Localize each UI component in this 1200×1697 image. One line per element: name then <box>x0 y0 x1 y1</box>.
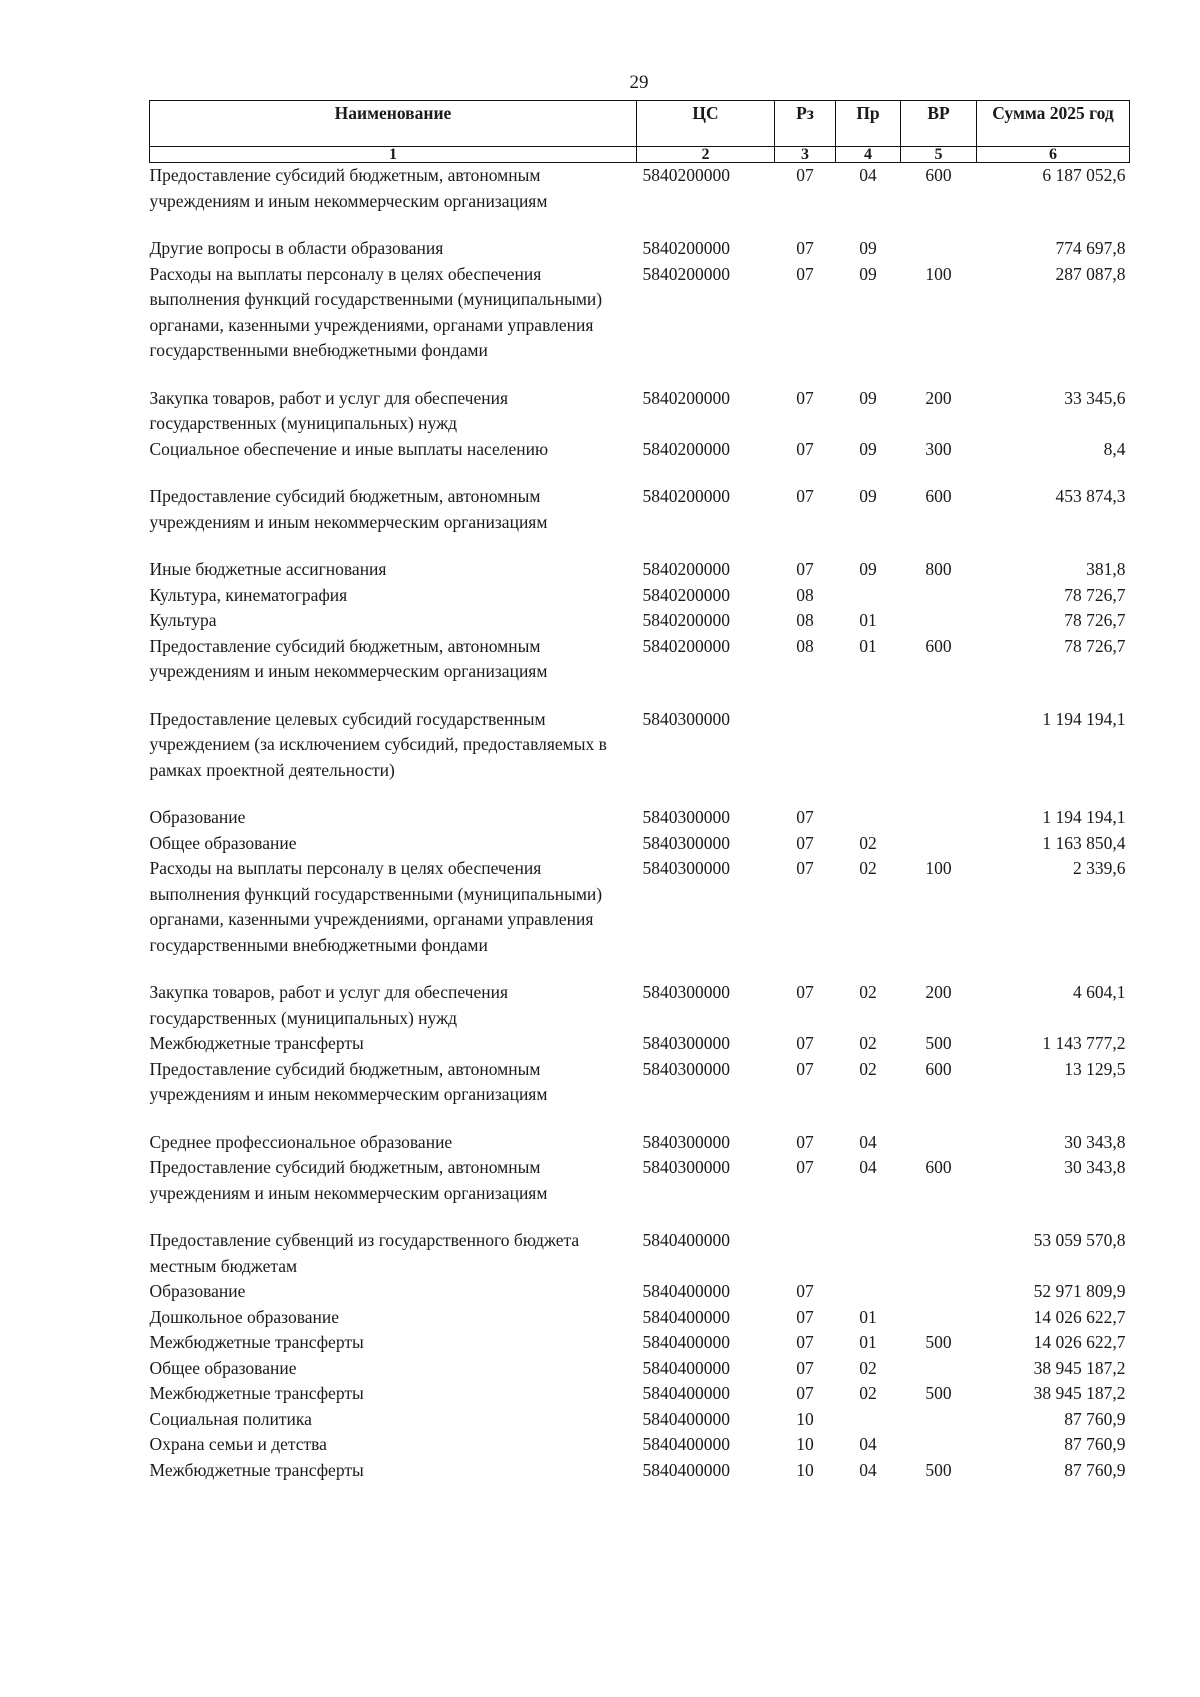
row-pr-cell: 01 <box>859 1332 877 1352</box>
table-row <box>150 484 1130 535</box>
row-vr-cell: 100 <box>925 858 952 878</box>
row-pr-cell: 02 <box>859 1357 877 1378</box>
table-header <box>150 101 1130 163</box>
table-row <box>150 557 1130 583</box>
table-row <box>150 1305 1130 1331</box>
header-col-number: 4 <box>836 147 901 163</box>
row-cs-cell: 5840200000 <box>642 263 730 284</box>
row-rz-cell: 07 <box>796 1357 814 1378</box>
row-name-cell: Предоставление субсидий бюджетным, автономным учреждениям и иным некоммерческим организациям <box>149 1058 548 1104</box>
table-row <box>150 1228 1130 1279</box>
table-row <box>150 1330 1130 1356</box>
row-vr-cell <box>901 608 977 634</box>
table-row <box>150 583 1130 609</box>
row-name-cell: Предоставление субсидий бюджетным, автономным учреждениям и иным некоммерческим организациям <box>149 165 548 211</box>
row-name-cell: Среднее профессиональное образование <box>149 1131 453 1152</box>
row-sum-cell: 4 604,1 <box>1073 982 1126 1002</box>
row-name-cell: Межбюджетные трансферты <box>149 1459 364 1480</box>
table-row <box>150 1458 1130 1484</box>
row-cs-cell: 5840300000 <box>642 1033 730 1053</box>
row-cs-cell: 5840200000 <box>642 584 730 605</box>
row-name-cell: Межбюджетные трансферты <box>149 1033 364 1053</box>
table-body <box>150 163 1130 1484</box>
row-cs-cell: 5840400000 <box>642 1434 730 1454</box>
row-pr-cell: 09 <box>859 486 877 506</box>
row-vr-cell <box>901 236 977 262</box>
table-row <box>150 386 1130 437</box>
row-vr-cell: 600 <box>925 486 952 506</box>
row-rz-cell: 07 <box>796 438 814 459</box>
row-cs-cell: 5840200000 <box>642 559 730 579</box>
row-name-cell: Предоставление субвенций из государственного бюджета местным бюджетам <box>149 1230 580 1276</box>
row-sum-cell: 1 163 850,4 <box>1042 832 1126 853</box>
row-vr-cell <box>901 1279 977 1305</box>
row-name-cell: Предоставление субсидий бюджетным, автономным учреждениям и иным некоммерческим организациям <box>149 1157 548 1203</box>
row-vr-cell <box>901 583 977 609</box>
row-pr-cell <box>836 1279 901 1305</box>
row-rz-cell: 07 <box>796 559 814 579</box>
row-pr-cell <box>836 707 901 784</box>
row-spacer <box>150 535 1130 557</box>
row-cs-cell: 5840400000 <box>642 1408 730 1429</box>
row-rz-cell: 10 <box>796 1434 814 1454</box>
row-name-cell: Расходы на выплаты персоналу в целях обеспечения выполнения функций государственными (муниципальными) органами, казенными учреждениями, органами управления государственными внебюджетными фондами <box>149 263 603 360</box>
row-name-cell: Расходы на выплаты персоналу в целях обеспечения выполнения функций государственными (муниципальными) органами, казенными учреждениями, органами управления государственными внебюджетными фондами <box>149 858 603 955</box>
row-sum-cell: 6 187 052,6 <box>1042 165 1126 185</box>
table-row <box>150 1155 1130 1206</box>
row-spacer <box>150 214 1130 236</box>
row-vr-cell: 500 <box>925 1459 952 1480</box>
row-vr-cell <box>901 831 977 857</box>
row-spacer <box>150 783 1130 805</box>
row-rz-cell: 07 <box>796 1131 814 1152</box>
row-sum-cell: 30 343,8 <box>1064 1131 1126 1152</box>
row-rz-cell: 07 <box>796 1281 814 1301</box>
row-rz-cell: 07 <box>796 238 814 258</box>
row-spacer <box>150 364 1130 386</box>
row-name-cell: Иные бюджетные ассигнования <box>149 559 387 579</box>
row-rz-cell: 07 <box>796 263 814 284</box>
row-cs-cell: 5840400000 <box>642 1383 730 1403</box>
row-sum-cell: 1 143 777,2 <box>1042 1033 1126 1053</box>
row-cs-cell: 5840300000 <box>642 1157 730 1177</box>
row-name-cell: Предоставление субсидий бюджетным, автономным учреждениям и иным некоммерческим организациям <box>149 635 548 681</box>
row-vr-cell: 500 <box>925 1033 952 1053</box>
table-row <box>150 236 1130 262</box>
row-name-cell: Социальная политика <box>149 1408 312 1429</box>
row-sum-cell: 453 874,3 <box>1055 486 1126 506</box>
page-number: 29 <box>629 72 649 93</box>
row-rz-cell: 08 <box>796 635 814 656</box>
row-spacer <box>150 958 1130 980</box>
row-cs-cell: 5840400000 <box>642 1332 730 1352</box>
row-pr-cell: 09 <box>859 238 877 258</box>
row-sum-cell: 38 945 187,2 <box>1033 1357 1126 1378</box>
table-row <box>150 856 1130 958</box>
row-cs-cell: 5840300000 <box>642 982 730 1002</box>
header-cs: ЦС <box>637 101 775 147</box>
row-sum-cell: 33 345,6 <box>1064 387 1126 408</box>
row-vr-cell: 600 <box>925 165 952 185</box>
row-cs-cell: 5840400000 <box>642 1306 730 1327</box>
row-name-cell: Дошкольное образование <box>149 1306 340 1327</box>
row-vr-cell <box>901 1130 977 1156</box>
row-cs-cell: 5840300000 <box>642 1131 730 1152</box>
row-rz-cell <box>775 707 836 784</box>
row-rz-cell: 08 <box>796 584 814 605</box>
row-name-cell: Культура, кинематография <box>149 584 348 605</box>
row-rz-cell: 07 <box>796 1033 814 1053</box>
header-name: Наименование <box>150 101 637 147</box>
row-sum-cell: 13 129,5 <box>1064 1058 1126 1079</box>
row-pr-cell: 02 <box>859 858 877 878</box>
row-vr-cell: 300 <box>925 438 952 459</box>
header-col-number: 3 <box>775 147 836 163</box>
row-vr-cell <box>901 1432 977 1458</box>
row-rz-cell: 08 <box>796 610 814 630</box>
row-spacer <box>150 1206 1130 1228</box>
row-name-cell: Закупка товаров, работ и услуг для обеспечения государственных (муниципальных) нужд <box>149 387 509 433</box>
table-row <box>150 1031 1130 1057</box>
table-row <box>150 1356 1130 1382</box>
row-cs-cell: 5840300000 <box>642 832 730 853</box>
row-pr-cell: 04 <box>859 1459 877 1480</box>
row-vr-cell: 600 <box>925 1157 952 1177</box>
row-vr-cell <box>901 1228 977 1279</box>
row-rz-cell: 07 <box>796 486 814 506</box>
row-vr-cell: 600 <box>925 1058 952 1079</box>
row-vr-cell: 200 <box>925 982 952 1002</box>
row-cs-cell: 5840200000 <box>642 635 730 656</box>
table-row <box>150 437 1130 463</box>
row-vr-cell: 500 <box>925 1332 952 1352</box>
header-col-number: 2 <box>637 147 775 163</box>
row-pr-cell: 04 <box>859 1131 877 1152</box>
row-sum-cell: 2 339,6 <box>1073 858 1126 878</box>
header-rz: Рз <box>775 101 836 147</box>
row-pr-cell: 02 <box>859 982 877 1002</box>
table-row <box>150 1432 1130 1458</box>
table-row <box>150 1279 1130 1305</box>
header-sum: Сумма 2025 год <box>977 101 1130 147</box>
row-sum-cell: 381,8 <box>1086 559 1126 579</box>
table-row <box>150 163 1130 215</box>
row-sum-cell: 30 343,8 <box>1064 1157 1126 1177</box>
row-pr-cell: 09 <box>859 387 877 408</box>
row-spacer <box>150 685 1130 707</box>
row-cs-cell: 5840400000 <box>642 1459 730 1480</box>
row-sum-cell: 87 760,9 <box>1064 1459 1126 1480</box>
table-row <box>150 1057 1130 1108</box>
row-pr-cell: 02 <box>859 1383 877 1403</box>
row-rz-cell <box>775 1228 836 1279</box>
row-pr-cell: 04 <box>859 1434 877 1454</box>
row-name-cell: Образование <box>149 807 246 827</box>
row-cs-cell: 5840200000 <box>642 486 730 506</box>
row-name-cell: Общее образование <box>149 1357 297 1378</box>
row-name-cell: Предоставление целевых субсидий государственным учреждением (за исключением субсидий, предоставляемых в рамках проектной деятельности) <box>149 708 607 780</box>
row-vr-cell: 800 <box>925 559 952 579</box>
header-col-number: 5 <box>901 147 977 163</box>
row-vr-cell: 500 <box>925 1383 952 1403</box>
row-sum-cell: 1 194 194,1 <box>1042 708 1126 729</box>
row-name-cell: Культура <box>149 610 217 630</box>
row-rz-cell: 10 <box>796 1408 814 1429</box>
row-pr-cell: 04 <box>859 165 877 185</box>
row-sum-cell: 774 697,8 <box>1055 238 1126 258</box>
table-row <box>150 1130 1130 1156</box>
row-cs-cell: 5840200000 <box>642 438 730 459</box>
row-sum-cell: 14 026 622,7 <box>1033 1306 1126 1327</box>
row-sum-cell: 87 760,9 <box>1064 1434 1126 1454</box>
row-pr-cell <box>836 805 901 831</box>
row-cs-cell: 5840200000 <box>642 610 730 630</box>
table-row <box>150 831 1130 857</box>
row-rz-cell: 07 <box>796 387 814 408</box>
row-cs-cell: 5840400000 <box>642 1230 730 1250</box>
row-cs-cell: 5840300000 <box>642 858 730 878</box>
row-vr-cell: 600 <box>925 635 952 656</box>
row-rz-cell: 07 <box>796 165 814 185</box>
row-pr-cell: 02 <box>859 832 877 853</box>
row-cs-cell: 5840200000 <box>642 387 730 408</box>
row-name-cell: Общее образование <box>149 832 297 853</box>
row-pr-cell: 04 <box>859 1157 877 1177</box>
row-cs-cell: 5840300000 <box>642 708 730 729</box>
row-spacer <box>150 1108 1130 1130</box>
row-pr-cell: 09 <box>859 559 877 579</box>
row-name-cell: Образование <box>149 1281 246 1301</box>
row-rz-cell: 07 <box>796 1157 814 1177</box>
row-vr-cell <box>901 1407 977 1433</box>
row-pr-cell: 09 <box>859 438 877 459</box>
table-row <box>150 608 1130 634</box>
row-pr-cell <box>836 1407 901 1433</box>
row-sum-cell: 78 726,7 <box>1064 610 1126 630</box>
row-sum-cell: 78 726,7 <box>1064 584 1126 605</box>
row-name-cell: Предоставление субсидий бюджетным, автономным учреждениям и иным некоммерческим организациям <box>149 486 548 532</box>
row-rz-cell: 10 <box>796 1459 814 1480</box>
row-vr-cell <box>901 1356 977 1382</box>
row-sum-cell: 52 971 809,9 <box>1033 1281 1126 1301</box>
row-name-cell: Охрана семьи и детства <box>149 1434 327 1454</box>
row-sum-cell: 1 194 194,1 <box>1042 807 1126 827</box>
row-rz-cell: 07 <box>796 832 814 853</box>
row-pr-cell <box>836 1228 901 1279</box>
table-row <box>150 634 1130 685</box>
row-cs-cell: 5840300000 <box>642 807 730 827</box>
row-sum-cell: 78 726,7 <box>1064 635 1126 656</box>
row-sum-cell: 8,4 <box>1103 438 1126 459</box>
table-row <box>150 1381 1130 1407</box>
row-rz-cell: 07 <box>796 982 814 1002</box>
row-rz-cell: 07 <box>796 1058 814 1079</box>
table-row <box>150 707 1130 784</box>
row-pr-cell: 02 <box>859 1033 877 1053</box>
row-rz-cell: 07 <box>796 858 814 878</box>
row-cs-cell: 5840300000 <box>642 1058 730 1079</box>
header-vr: ВР <box>901 101 977 147</box>
row-vr-cell <box>901 1305 977 1331</box>
row-rz-cell: 07 <box>796 807 814 827</box>
row-pr-cell: 01 <box>859 635 877 656</box>
row-name-cell: Другие вопросы в области образования <box>149 238 444 258</box>
table-row <box>150 1407 1130 1433</box>
row-pr-cell: 09 <box>859 263 877 284</box>
table-row <box>150 980 1130 1031</box>
row-name-cell: Социальное обеспечение и иные выплаты населению <box>149 438 549 459</box>
table-row <box>150 805 1130 831</box>
budget-table <box>149 100 1130 1483</box>
row-pr-cell: 01 <box>859 610 877 630</box>
row-sum-cell: 287 087,8 <box>1055 263 1126 284</box>
row-sum-cell: 38 945 187,2 <box>1033 1383 1126 1403</box>
row-sum-cell: 87 760,9 <box>1064 1408 1126 1429</box>
row-sum-cell: 14 026 622,7 <box>1033 1332 1126 1352</box>
row-vr-cell: 200 <box>925 387 952 408</box>
row-vr-cell <box>901 707 977 784</box>
row-rz-cell: 07 <box>796 1332 814 1352</box>
row-cs-cell: 5840400000 <box>642 1357 730 1378</box>
row-vr-cell: 100 <box>925 263 952 284</box>
row-cs-cell: 5840400000 <box>642 1281 730 1301</box>
row-name-cell: Межбюджетные трансферты <box>149 1383 364 1403</box>
row-rz-cell: 07 <box>796 1306 814 1327</box>
row-sum-cell: 53 059 570,8 <box>1033 1230 1126 1250</box>
row-rz-cell: 07 <box>796 1383 814 1403</box>
row-spacer <box>150 462 1130 484</box>
header-pr: Пр <box>836 101 901 147</box>
header-col-number: 1 <box>150 147 637 163</box>
row-name-cell: Межбюджетные трансферты <box>149 1332 364 1352</box>
row-name-cell: Закупка товаров, работ и услуг для обеспечения государственных (муниципальных) нужд <box>149 982 509 1028</box>
row-pr-cell: 01 <box>859 1306 877 1327</box>
header-col-number: 6 <box>977 147 1130 163</box>
row-cs-cell: 5840200000 <box>642 165 730 185</box>
row-pr-cell <box>836 583 901 609</box>
row-pr-cell: 02 <box>859 1058 877 1079</box>
row-cs-cell: 5840200000 <box>642 238 730 258</box>
row-vr-cell <box>901 805 977 831</box>
table-row <box>150 262 1130 364</box>
